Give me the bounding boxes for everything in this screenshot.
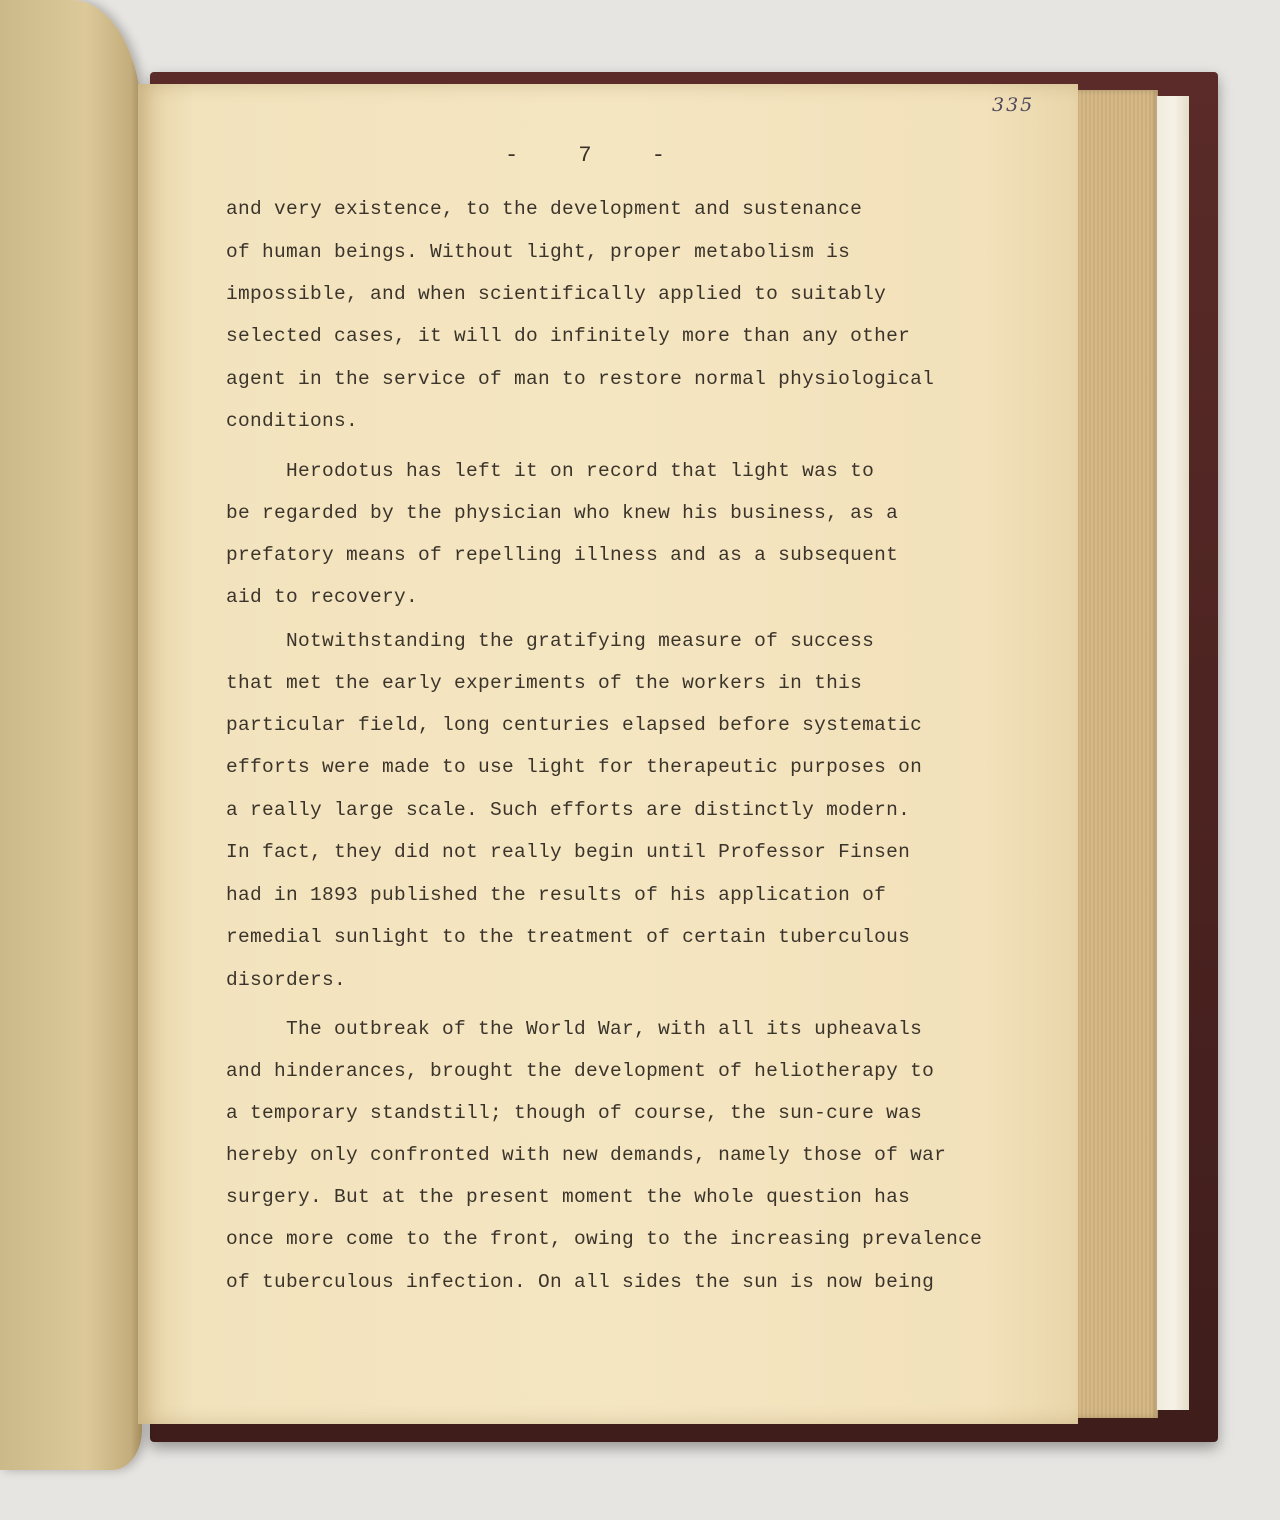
text-line: once more come to the front, owing to the increasing prevalence [226, 1228, 983, 1250]
text-line: particular field, long centuries elapsed before systematic [226, 714, 923, 736]
page-edges [1070, 90, 1158, 1418]
text-line: of tuberculous infection. On all sides the sun is now being [226, 1271, 935, 1293]
text-line: of human beings. Without light, proper metabolism is [226, 241, 851, 263]
text-line: In fact, they did not really begin until Professor Finsen [226, 841, 911, 863]
text-line: Notwithstanding the gratifying measure of success [226, 630, 875, 652]
text-line: that met the early experiments of the workers in this [226, 672, 863, 694]
text-line: be regarded by the physician who knew his business, as a [226, 502, 899, 524]
text-line: a temporary standstill; though of course, the sun-cure was [226, 1102, 923, 1124]
page-number-dash-right: - [651, 143, 665, 168]
text-line: disorders. [226, 969, 347, 991]
text-line: The outbreak of the World War, with all its upheavals [226, 1018, 923, 1040]
folio-number: 335 [992, 94, 1035, 116]
endpaper [1156, 96, 1189, 1410]
page-number-value: 7 [578, 143, 592, 168]
left-page [0, 0, 142, 1470]
page-number-dash-left: - [505, 143, 519, 168]
text-line: and hinderances, brought the development of heliotherapy to [226, 1060, 935, 1082]
text-line: hereby only confronted with new demands, namely those of war [226, 1144, 947, 1166]
text-line: Herodotus has left it on record that light was to [226, 460, 875, 482]
text-line: impossible, and when scientifically applied to suitably [226, 283, 887, 305]
text-line: selected cases, it will do infinitely more than any other [226, 325, 911, 347]
page-number [505, 143, 665, 168]
text-line: and very existence, to the development and sustenance [226, 198, 863, 220]
text-line: aid to recovery. [226, 586, 419, 608]
text-line: had in 1893 published the results of his application of [226, 884, 887, 906]
text-line: conditions. [226, 410, 359, 432]
text-line: a really large scale. Such efforts are distinctly modern. [226, 799, 911, 821]
text-line: surgery. But at the present moment the whole question has [226, 1186, 911, 1208]
text-line: prefatory means of repelling illness and as a subsequent [226, 544, 899, 566]
text-line: efforts were made to use light for therapeutic purposes on [226, 756, 923, 778]
text-line: remedial sunlight to the treatment of certain tuberculous [226, 926, 911, 948]
text-line: agent in the service of man to restore normal physiological [226, 368, 935, 390]
